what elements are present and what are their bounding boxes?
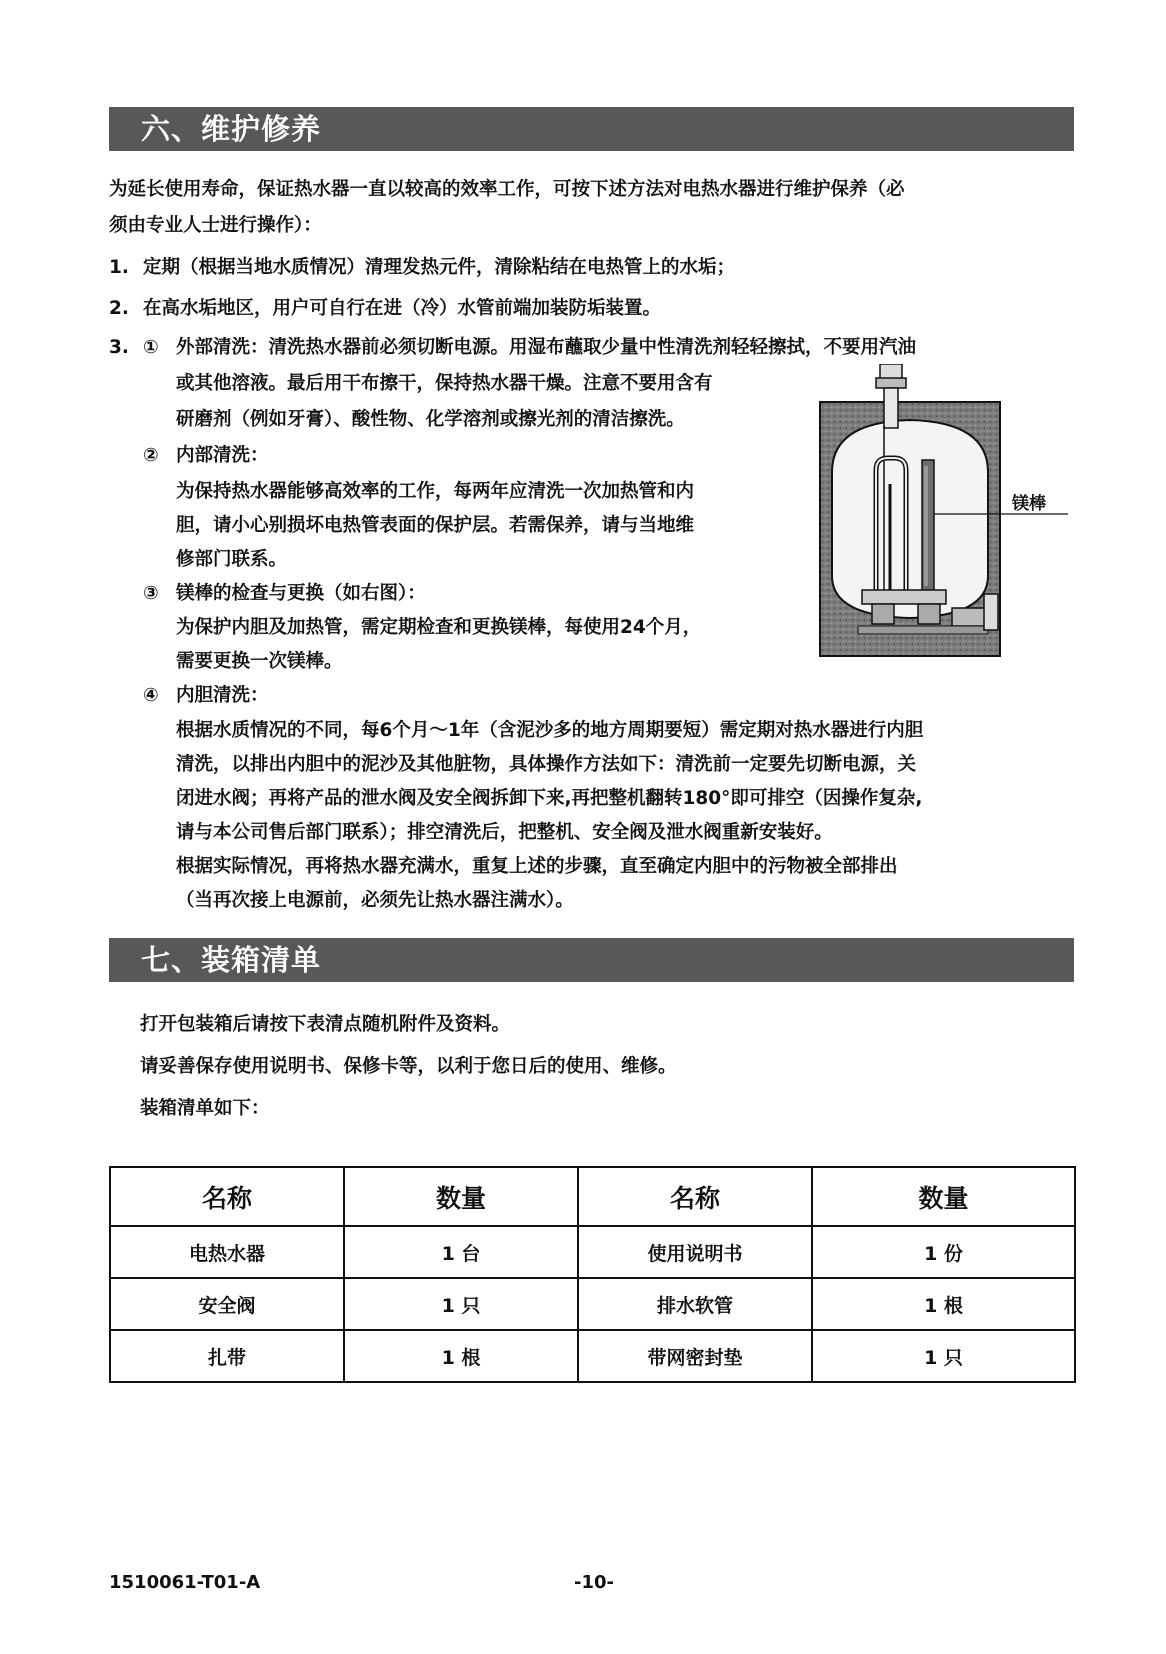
table-header-cell: 名称 [110, 1167, 344, 1226]
section-6-header [109, 107, 1074, 151]
sub-4-line-2: 清洗，以排出内胆中的泥沙及其他脏物，具体操作方法如下：清洗前一定要先切断电源，关 [176, 754, 917, 775]
sub-1-line-2: 或其他溶液。最后用干布擦干，保持热水器干燥。注意不要用含有 [176, 373, 713, 394]
sub-1-line-1: 外部清洗：清洗热水器前必须切断电源。用湿布蘸取少量中性清洗剂轻轻擦拭，不要用汽油 [176, 337, 917, 358]
table-row [110, 1226, 1075, 1278]
page-number: -10- [574, 1572, 614, 1593]
table-cell: 1 台 [344, 1226, 578, 1278]
sub-4-line-5: 根据实际情况，再将热水器充满水，重复上述的步骤，直至确定内胆中的污物被全部排出 [176, 856, 898, 877]
sub-2-line-3: 修部门联系。 [176, 549, 288, 570]
intro-line-2: 须由专业人士进行操作）： [109, 215, 322, 236]
table-cell: 电热水器 [110, 1226, 344, 1278]
table-cell: 1 只 [344, 1278, 578, 1330]
packing-line-3: 装箱清单如下： [140, 1098, 270, 1119]
document-code: 1510061-T01-A [109, 1572, 261, 1593]
table-cell: 1 根 [812, 1278, 1075, 1330]
item-3-number: 3. [109, 337, 129, 358]
section-7-header [109, 938, 1074, 982]
sub-1-line-3: 研磨剂（例如牙膏）、酸性物、化学溶剂或擦光剂的清洁擦洗。 [176, 409, 685, 430]
table-cell: 1 只 [812, 1330, 1075, 1382]
table-cell: 带网密封垫 [578, 1330, 812, 1382]
packing-line-2: 请妥善保存使用说明书、保修卡等，以利于您日后的使用、维修。 [140, 1056, 677, 1077]
table-header-row [110, 1167, 1075, 1226]
table-cell: 排水软管 [578, 1278, 812, 1330]
item-1-text: 定期（根据当地水质情况）清理发热元件，清除粘结在电热管上的水垢； [143, 257, 736, 278]
sub-4-line-3: 闭进水阀；再将产品的泄水阀及安全阀拆卸下来,再把整机翻转180°即可排空（因操作复杂, [176, 788, 923, 809]
sub-4-line-4: 请与本公司售后部门联系）；排空清洗后，把整机、安全阀及泄水阀重新安装好。 [176, 822, 833, 843]
sub-2-line-2: 胆，请小心别损坏电热管表面的保护层。若需保养，请与当地维 [176, 515, 695, 536]
table-cell: 1 根 [344, 1330, 578, 1382]
sub-2-marker: ② [143, 445, 159, 466]
sub-4-line-1: 根据水质情况的不同，每6个月～1年（含泥沙多的地方周期要短）需定期对热水器进行内胆 [176, 720, 924, 741]
sub-3-line-1: 为保护内胆及加热管，需定期检查和更换镁棒，每使用24个月， [176, 617, 702, 638]
sub-3-marker: ③ [143, 583, 159, 604]
table-header-cell: 名称 [578, 1167, 812, 1226]
sub-4-line-6: （当再次接上电源前，必须先让热水器注满水）。 [176, 890, 574, 911]
sub-4-title: 内胆清洗： [176, 685, 269, 706]
sub-3-title: 镁棒的检查与更换（如右图）： [176, 583, 426, 604]
sub-1-marker: ① [143, 337, 159, 358]
sub-4-marker: ④ [143, 685, 159, 706]
sub-2-line-1: 为保持热水器能够高效率的工作，每两年应清洗一次加热管和内 [176, 481, 695, 502]
item-1-number: 1. [109, 257, 129, 278]
table-row [110, 1278, 1075, 1330]
intro-line-1: 为延长使用寿命，保证热水器一直以较高的效率工作，可按下述方法对电热水器进行维护保养（必 [109, 179, 905, 200]
item-2-text: 在高水垢地区，用户可自行在进（冷）水管前端加装防垢装置。 [143, 298, 662, 319]
sub-3-line-2: 需要更换一次镁棒。 [176, 651, 343, 672]
packing-line-1: 打开包装箱后请按下表清点随机附件及资料。 [140, 1014, 511, 1035]
table-cell: 1 份 [812, 1226, 1075, 1278]
table-cell: 扎带 [110, 1330, 344, 1382]
magnesium-rod-label: 镁棒 [1012, 494, 1046, 513]
section-6-title: 六、维护修养 [141, 112, 322, 146]
table-cell: 安全阀 [110, 1278, 344, 1330]
table-header-cell: 数量 [812, 1167, 1075, 1226]
water-heater-diagram [818, 364, 1076, 664]
item-2-number: 2. [109, 298, 129, 319]
table-header-cell: 数量 [344, 1167, 578, 1226]
table-row [110, 1330, 1075, 1382]
section-7-title: 七、装箱清单 [141, 943, 322, 977]
table-cell: 使用说明书 [578, 1226, 812, 1278]
sub-2-title: 内部清洗： [176, 445, 269, 466]
packing-list-table [109, 1166, 1076, 1383]
